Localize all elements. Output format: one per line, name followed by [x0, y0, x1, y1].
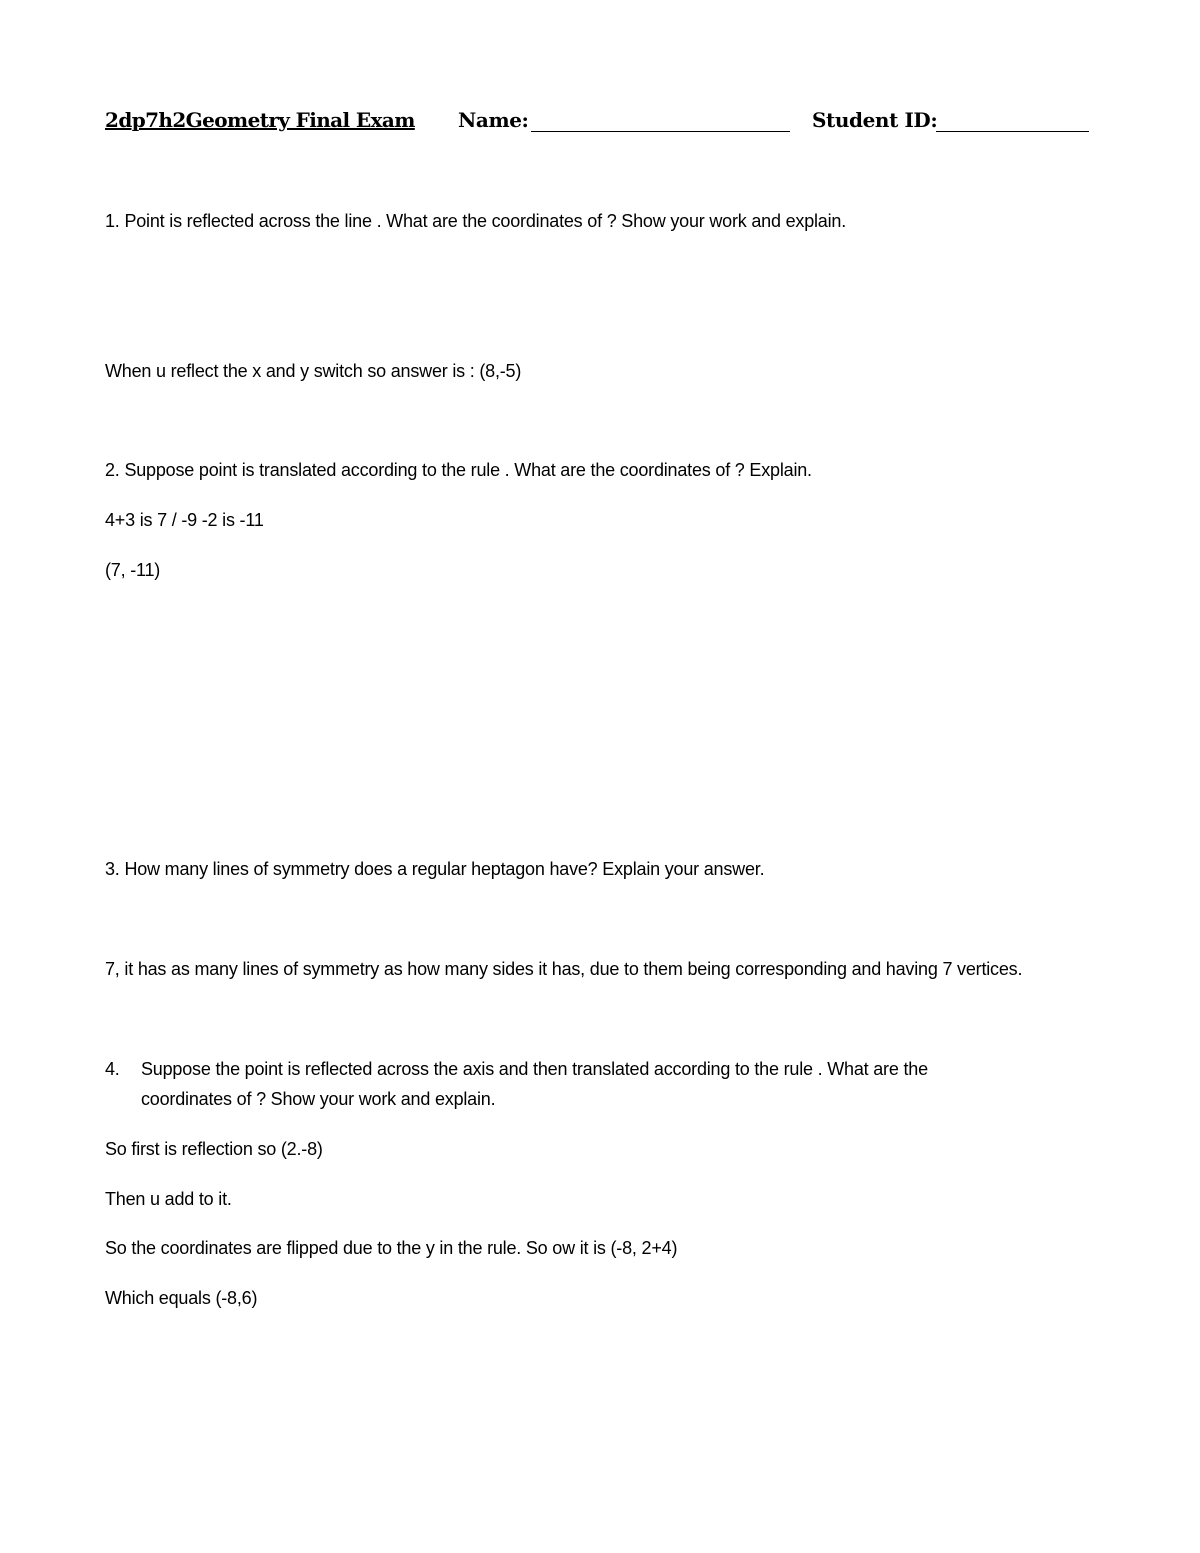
question-3-prompt: How many lines of symmetry does a regular heptagon have? Explain your answer. [124, 859, 765, 879]
question-4-number: 4. [105, 1059, 120, 1079]
answer-4-line-2: Then u add to it. [105, 1189, 232, 1209]
answer-3-line-1: 7, it has as many lines of symmetry as how many sides it has, due to them being corresponding and having 7 vertices. [105, 959, 1023, 979]
question-3 [105, 859, 764, 880]
answer-2-line-1: 4+3 is 7 / -9 -2 is -11 [105, 510, 264, 530]
answer-4-line-3: So the coordinates are flipped due to the y in the rule. So ow it is (-8, 2+4) [105, 1238, 678, 1258]
answer-4-line-1: So first is reflection so (2.-8) [105, 1139, 323, 1159]
question-1-number: 1. [105, 211, 120, 231]
name-label: Name: [458, 108, 529, 132]
question-1 [105, 211, 846, 232]
name-blank-line [531, 131, 790, 132]
student-id-blank-line [936, 131, 1089, 132]
answer-4-line-4: Which equals (-8,6) [105, 1288, 258, 1308]
question-2-number: 2. [105, 460, 120, 480]
question-4-prompt-line-1: Suppose the point is reflected across the axis and then translated according to the rule . What are the [141, 1059, 928, 1079]
question-2 [105, 460, 812, 481]
question-4 [105, 1059, 928, 1080]
student-id-label: Student ID: [812, 108, 938, 132]
question-4-prompt-line-2: coordinates of ? Show your work and explain. [141, 1089, 496, 1109]
question-3-number: 3. [105, 859, 120, 879]
answer-1-line-1: When u reflect the x and y switch so answer is : (8,-5) [105, 361, 522, 381]
question-2-prompt: Suppose point is translated according to the rule . What are the coordinates of ? Explain. [124, 460, 812, 480]
exam-title: 2dp7h2Geometry Final Exam [105, 108, 415, 132]
question-1-prompt: Point is reflected across the line . What are the coordinates of ? Show your work and explain. [124, 211, 847, 231]
exam-header [0, 108, 1200, 138]
answer-2-line-2: (7, -11) [105, 560, 161, 580]
